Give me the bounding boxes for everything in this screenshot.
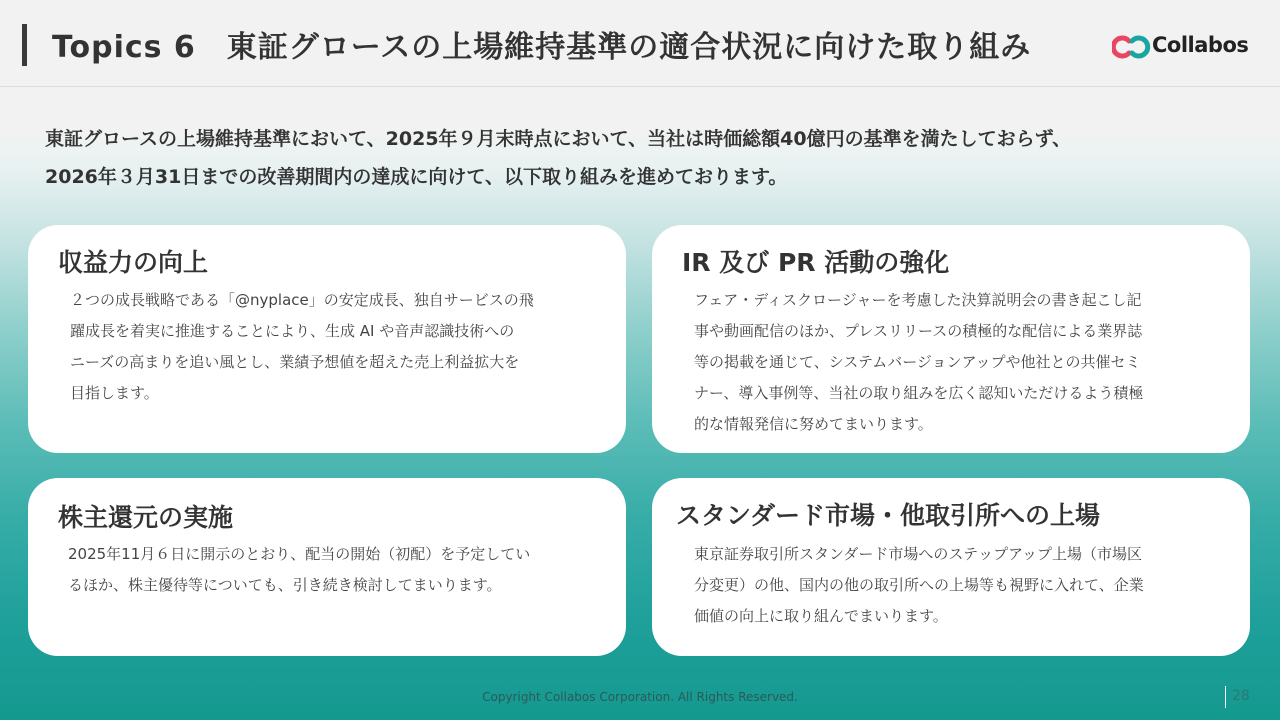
card-ir-pr-line: 的な情報発信に努めてまいります。 xyxy=(694,415,933,433)
card-standard-market-body xyxy=(694,539,1144,632)
card-standard-market-line: 東京証券取引所スタンダード市場へのステップアップ上場（市場区 xyxy=(694,545,1143,563)
card-ir-pr-body xyxy=(694,285,1143,440)
card-shareholder-return-title: 株主還元の実施 xyxy=(58,503,234,532)
intro-text xyxy=(45,120,1245,196)
card-standard-market-line: 価値の向上に取り組んでまいります。 xyxy=(694,607,948,625)
card-shareholder-return-line: るほか、株主優待等についても、引き続き検討してまいります。 xyxy=(68,576,502,594)
card-revenue-line: 目指します。 xyxy=(70,384,159,402)
page-number-divider xyxy=(1225,686,1226,708)
card-ir-pr-line: 事や動画配信のほか、プレスリリースの積極的な配信による業界誌 xyxy=(694,322,1143,340)
card-revenue-body xyxy=(70,285,534,409)
page-number: 28 xyxy=(1232,688,1250,704)
intro-line-1: 東証グロースの上場維持基準において、2025年９月末時点において、当社は時価総額40億円の基準を満たしておらず、 xyxy=(45,128,1072,150)
card-ir-pr-line: ナー、導入事例等、当社の取り組みを広く認知いただけるよう積極 xyxy=(694,384,1144,402)
card-revenue-line: ニーズの高まりを追い風とし、業績予想値を超えた売上利益拡大を xyxy=(70,353,520,371)
logo-text: Collabos xyxy=(1152,33,1249,57)
card-ir-pr-line: 等の掲載を通じて、システムバージョンアップや他社との共催セミ xyxy=(694,353,1141,371)
card-revenue-line: ２つの成長戦略である「@nyplace」の安定成長、独自サービスの飛 xyxy=(70,291,534,309)
card-shareholder-return xyxy=(28,478,626,656)
card-revenue-title: 収益力の向上 xyxy=(58,248,209,277)
card-standard-market xyxy=(652,478,1250,656)
card-standard-market-line: 分変更）の他、国内の他の取引所への上場等も視野に入れて、企業 xyxy=(694,576,1144,594)
card-ir-pr xyxy=(652,225,1250,453)
page-title: Topics 6 東証グロースの上場維持基準の適合状況に向けた取り組み xyxy=(52,30,1032,65)
collabos-logo-mark-icon xyxy=(1112,33,1152,61)
header xyxy=(0,0,1280,87)
card-standard-market-title: スタンダード市場・他取引所への上場 xyxy=(676,501,1101,530)
title-accent-bar xyxy=(22,24,27,66)
card-revenue xyxy=(28,225,626,453)
card-ir-pr-line: フェア・ディスクロージャーを考慮した決算説明会の書き起こし記 xyxy=(694,291,1142,309)
intro-line-2: 2026年３月31日までの改善期間内の達成に向けて、以下取り組みを進めております。 xyxy=(45,166,788,188)
card-shareholder-return-line: 2025年11月６日に開示のとおり、配当の開始（初配）を予定してい xyxy=(68,545,531,563)
card-shareholder-return-body xyxy=(68,539,530,601)
card-revenue-line: 躍成長を着実に推進することにより、生成 AI や音声認識技術への xyxy=(70,322,515,340)
collabos-logo xyxy=(1112,33,1257,61)
footer-copyright: Copyright Collabos Corporation. All Rights Reserved. xyxy=(482,690,798,704)
card-ir-pr-title: IR 及び PR 活動の強化 xyxy=(682,248,950,277)
